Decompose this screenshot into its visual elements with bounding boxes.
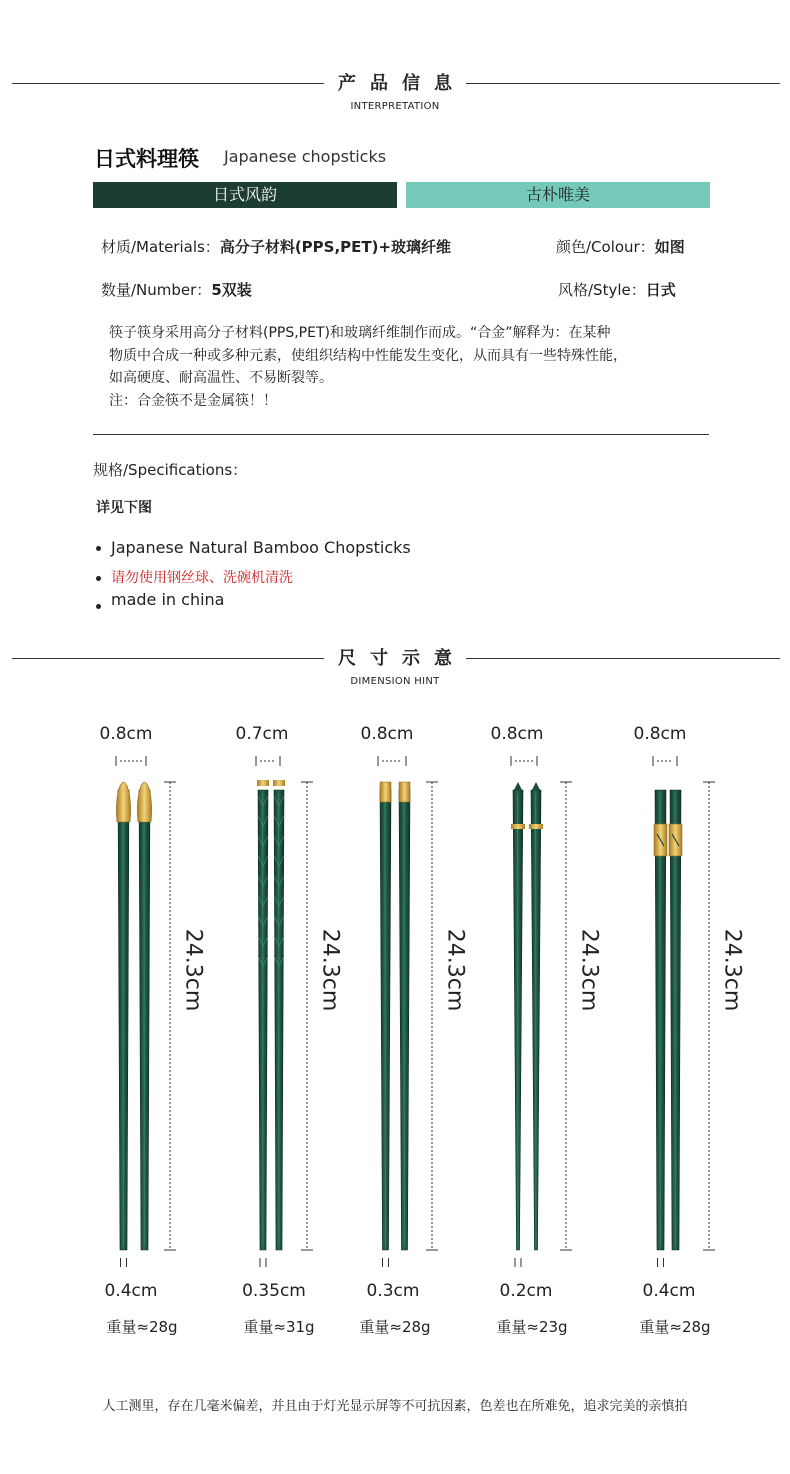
header-rule-left (12, 658, 324, 659)
top-width-label: 0.7cm (235, 724, 289, 744)
bullet-dot-icon (96, 604, 101, 609)
chopstick-highlight (518, 794, 519, 1246)
tip-point (532, 782, 540, 790)
bottom-width-label: 0.4cm (642, 1281, 696, 1301)
bullet-dot-icon (96, 576, 101, 581)
specifications-label: 规格/Specifications： (93, 461, 248, 479)
tip-point (514, 782, 522, 790)
description-line: 如高硬度、耐高温性、不易断裂等。 (109, 370, 333, 386)
chopstick-highlight (279, 794, 280, 1246)
chopstick-highlight (675, 794, 676, 1246)
description-note: 注：合金筷不是金属筷！！ (109, 392, 277, 409)
length-label: 24.3cm (576, 928, 602, 1012)
top-width-label: 0.8cm (360, 724, 414, 744)
weight-label: 重量≈28g (639, 1318, 711, 1336)
chopstick-highlight (144, 794, 145, 1246)
top-width-label: 0.8cm (633, 724, 687, 744)
style-band-right: 古朴唯美 (406, 182, 710, 208)
bullet-item-warning (96, 567, 293, 587)
see-below: 详见下图 (96, 500, 152, 516)
section-header-info (0, 73, 790, 123)
product-name: 日式料理筷 (94, 147, 199, 171)
spec-material (101, 236, 451, 257)
crown-cap (137, 782, 151, 822)
bullet-item (96, 590, 224, 609)
length-label: 24.3cm (180, 928, 206, 1012)
bottom-width-label: 0.3cm (366, 1281, 420, 1301)
section-title: 产品信息 (338, 73, 466, 94)
top-width-label: 0.8cm (490, 724, 544, 744)
chopstick-highlight (385, 794, 386, 1246)
gold-cap (380, 782, 391, 802)
header-rule-left (12, 83, 324, 84)
spec-colour-label: 颜色/Colour： (556, 238, 655, 256)
bottom-width-label: 0.35cm (242, 1281, 306, 1301)
chopstick-highlight (263, 794, 264, 1246)
weight-label: 重量≈31g (243, 1318, 315, 1336)
section-header-dimension (0, 648, 790, 698)
weight-label: 重量≈28g (359, 1318, 431, 1336)
section-subtitle: DIMENSION HINT (350, 676, 440, 687)
bullet-text: Japanese Natural Bamboo Chopsticks (111, 538, 411, 557)
length-label: 24.3cm (317, 928, 343, 1012)
header-rule-right (466, 83, 780, 84)
length-label: 24.3cm (442, 928, 468, 1012)
product-name-en: Japanese chopsticks (224, 147, 387, 166)
gold-tip (257, 780, 269, 786)
top-width-label: 0.8cm (99, 724, 153, 744)
spec-number (101, 279, 252, 300)
bottom-width-label: 0.2cm (499, 1281, 553, 1301)
section-title: 尺寸示意 (338, 648, 466, 669)
description (109, 322, 709, 412)
description-line: 筷子筷身采用高分子材料(PPS,PET)和玻璃纤维制作而成。“合金”解释为：在某种 (109, 325, 611, 341)
spec-style (558, 279, 676, 300)
spec-style-value: 日式 (645, 281, 676, 299)
bottom-width-label: 0.4cm (104, 1281, 158, 1301)
gold-tip (273, 780, 285, 786)
spec-number-label: 数量/Number： (101, 281, 212, 299)
gold-ring (529, 824, 543, 829)
spec-style-label: 风格/Style： (558, 281, 646, 299)
chopstick-highlight (536, 794, 537, 1246)
spec-number-value: 5双装 (211, 281, 252, 299)
crown-cap (116, 782, 130, 822)
chopstick-highlight (123, 794, 124, 1246)
weight-label: 重量≈23g (496, 1318, 568, 1336)
length-label: 24.3cm (719, 928, 745, 1012)
bullet-text: made in china (111, 590, 225, 609)
bullet-dot-icon (96, 546, 101, 551)
description-line: 物质中合成一种或多种元素，使组织结构中性能发生变化，从而具有一些特殊性能， (109, 347, 627, 364)
style-band-left: 日式风韵 (93, 182, 397, 208)
chopstick-highlight (404, 794, 405, 1246)
gold-ring (511, 824, 525, 829)
weight-label: 重量≈28g (106, 1318, 178, 1336)
header-rule-right (466, 658, 780, 659)
bullet-item (96, 538, 411, 557)
spec-material-value: 高分子材料(PPS,PET)+玻璃纤维 (219, 238, 452, 256)
spec-colour-value: 如图 (654, 238, 685, 256)
bullet-text: 请勿使用钢丝球、洗碗机清洗 (111, 570, 293, 586)
divider (93, 434, 709, 435)
footnote: 人工测里，存在几毫米偏差，并且由于灯光显示屏等不可抗因素，色差也在所难免，追求完美的亲慎拍 (102, 1399, 688, 1414)
gold-cap (399, 782, 410, 802)
spec-colour (556, 236, 685, 257)
spec-material-label: 材质/Materials： (101, 238, 220, 256)
chopstick-highlight (660, 794, 661, 1246)
section-subtitle: INTERPRETATION (350, 101, 440, 112)
chopsticks-illustration (0, 740, 790, 1280)
